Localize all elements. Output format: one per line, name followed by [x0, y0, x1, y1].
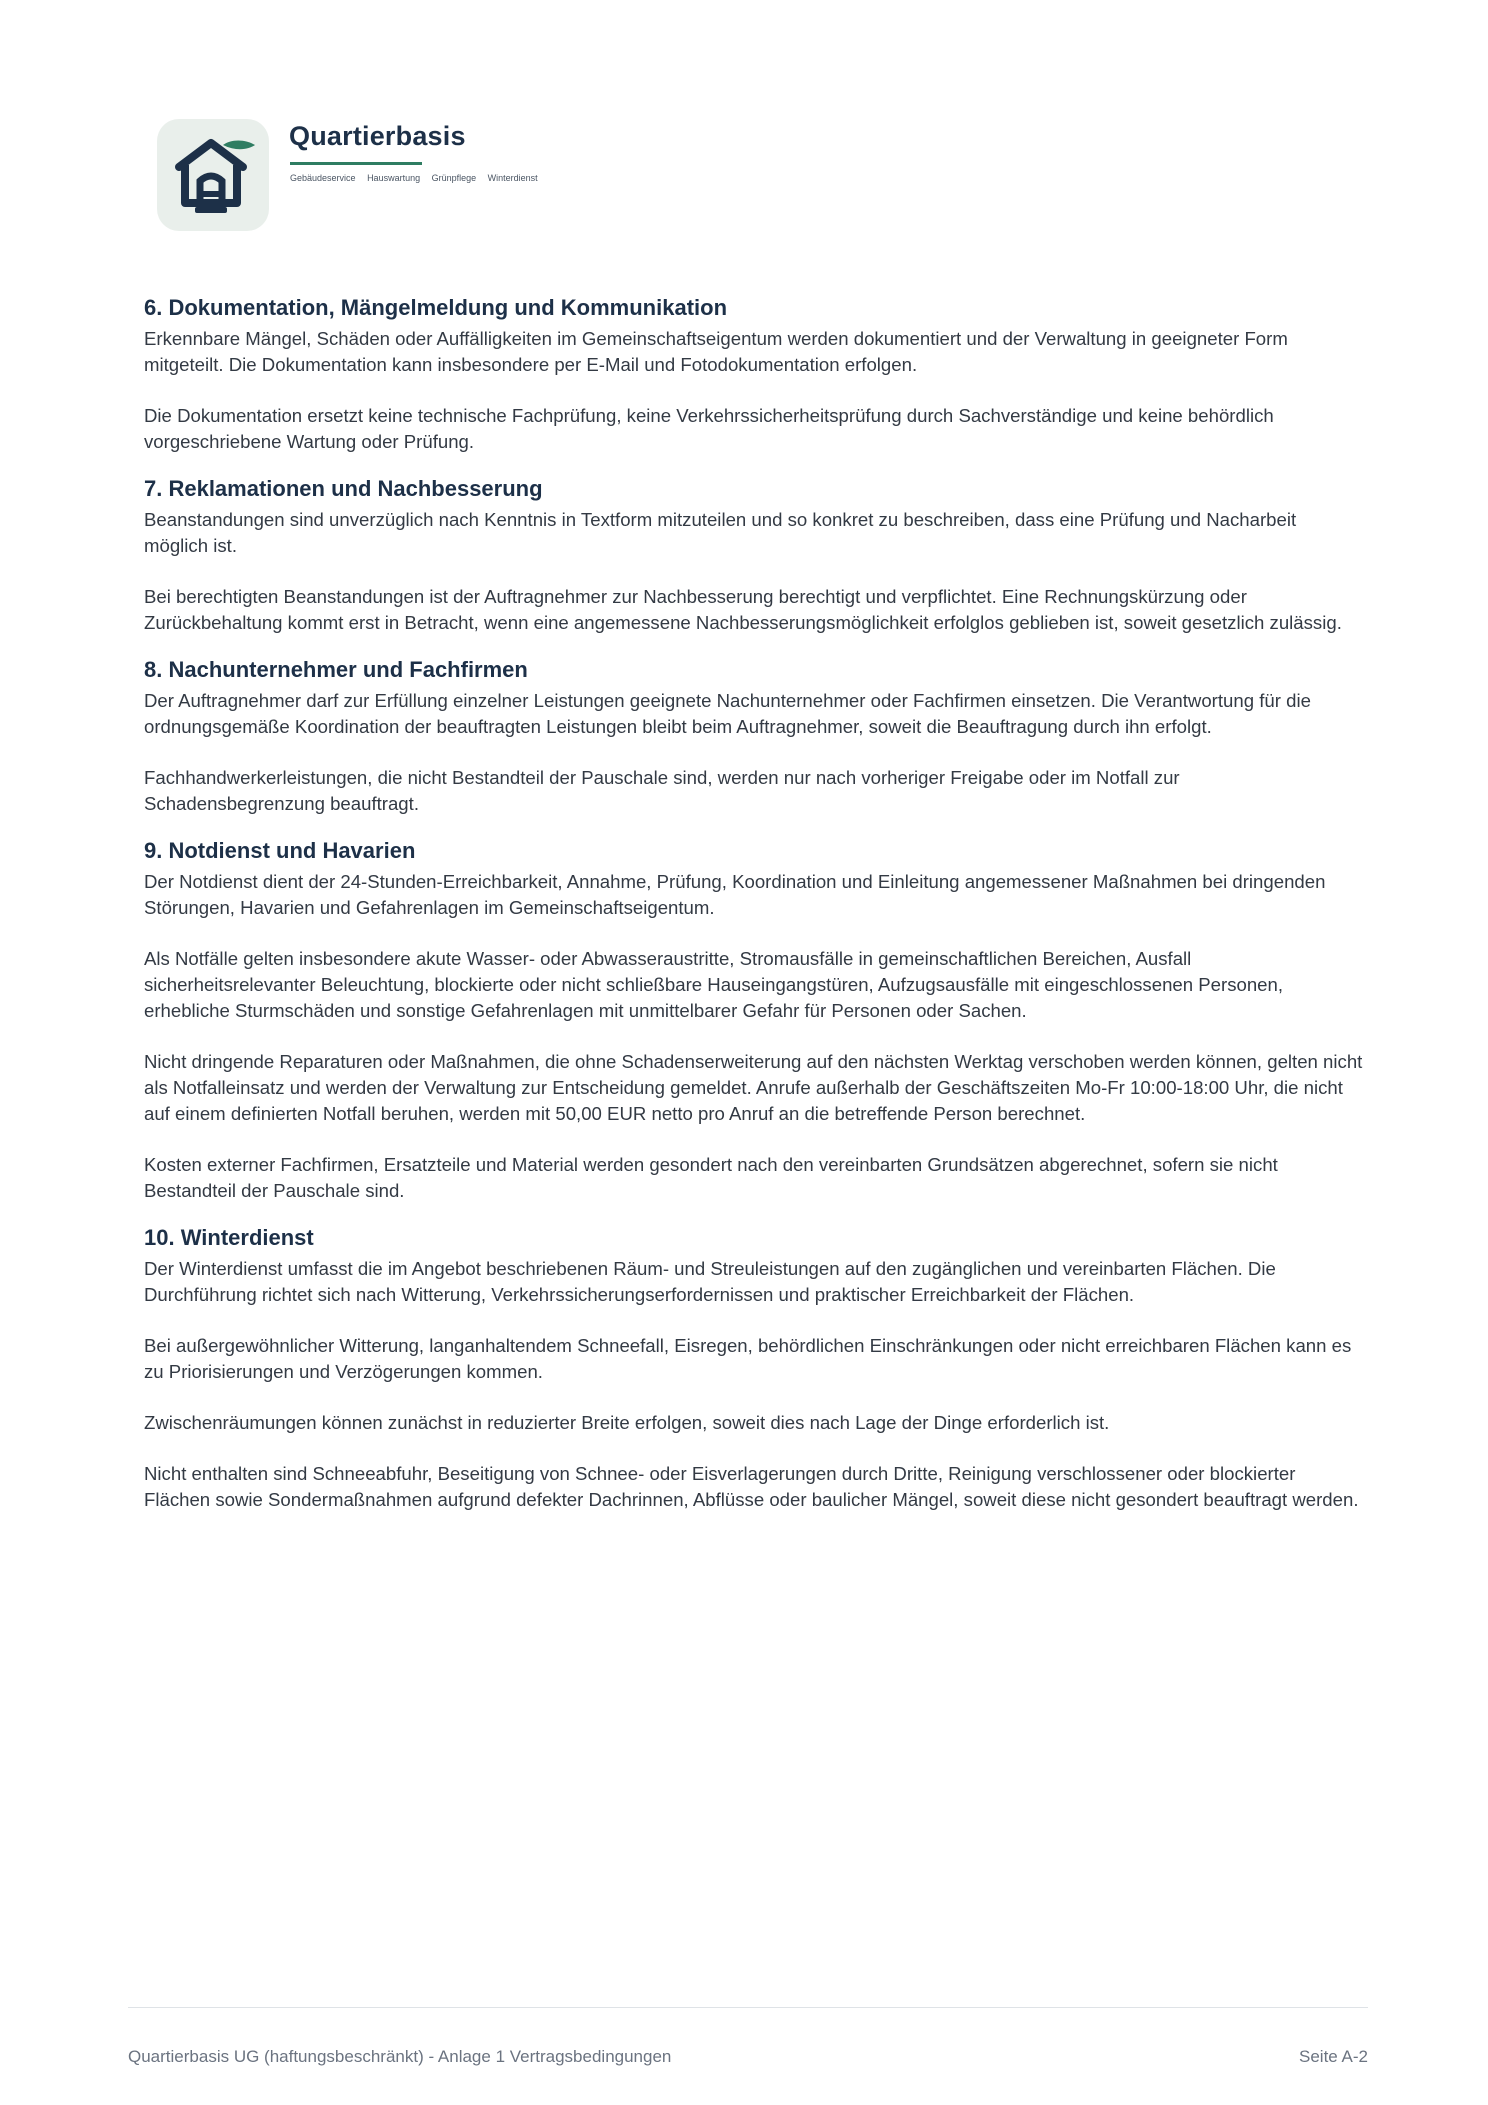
- paragraph: Beanstandungen sind unverzüglich nach Kenntnis in Textform mitzuteilen und so konkret zu beschreiben, dass eine Prüfung und Nacharbeit möglich ist.: [144, 509, 1297, 556]
- paragraph: Nicht enthalten sind Schneeabfuhr, Beseitigung von Schnee- oder Eisverlagerungen durch Dritte, Reinigung verschlossener oder blockierter Flächen sowie Sondermaßnahmen aufgrund defekter Dachrinnen, Abflüsse oder baulicher Mängel, soweit diese nicht gesondert beauftragt werden.: [144, 1463, 1359, 1510]
- section-winter-service: [144, 1224, 1364, 1513]
- brand-tagline: [290, 173, 547, 183]
- paragraph: Die Dokumentation ersetzt keine technische Fachprüfung, keine Verkehrssicherheitsprüfung durch Sachverständige und keine behördlich vorgeschriebene Wartung oder Prüfung.: [144, 405, 1274, 452]
- paragraph: Als Notfälle gelten insbesondere akute Wasser- oder Abwasseraustritte, Stromausfälle in gemeinschaftlichen Bereichen, Ausfall sicherheitsrelevanter Beleuchtung, blockierte oder nicht schließbare Hauseingangstüren, Aufzugsausfälle mit eingeschlossenen Personen, erhebliche Sturmschäden und sonstige Gefahrenlagen mit unmittelbarer Gefahr für Personen oder Sachen.: [144, 948, 1284, 1021]
- paragraph: Bei außergewöhnlicher Witterung, langanhaltendem Schneefall, Eisregen, behördlichen Einschränkungen oder nicht erreichbaren Flächen kann es zu Priorisierungen und Verzögerungen kommen.: [144, 1335, 1352, 1382]
- page-number: Seite A-2: [1299, 2047, 1368, 2066]
- section-heading: 8. Nachunternehmer und Fachfirmen: [144, 657, 528, 682]
- paragraph: Zwischenräumungen können zunächst in reduzierter Breite erfolgen, soweit dies nach Lage der Dinge erforderlich ist.: [144, 1412, 1110, 1433]
- brand-name: Quartierbasis: [289, 121, 466, 151]
- tag-item: Grünpflege: [431, 173, 477, 183]
- document-body: [144, 294, 1364, 1533]
- section-documentation: [144, 294, 1364, 455]
- section-heading: 10. Winterdienst: [144, 1225, 314, 1250]
- paragraph: Erkennbare Mängel, Schäden oder Auffälligkeiten im Gemeinschaftseigentum werden dokumentiert und der Verwaltung in geeigneter Form mitgeteilt. Die Dokumentation kann insbesondere per E-Mail und Fotodokumentation erfolgen.: [144, 328, 1288, 375]
- letterhead: [157, 119, 757, 233]
- house-logo-icon: [157, 119, 269, 231]
- section-heading: 7. Reklamationen und Nachbesserung: [144, 476, 543, 501]
- tag-item: Winterdienst: [487, 173, 538, 183]
- section-complaints: [144, 475, 1364, 636]
- footer-company: Quartierbasis UG (haftungsbeschränkt) - Anlage 1 Vertragsbedingungen: [128, 2047, 672, 2066]
- footer-divider: [128, 2007, 1368, 2008]
- tag-item: Gebäudeservice: [290, 173, 356, 183]
- paragraph: Bei berechtigten Beanstandungen ist der Auftragnehmer zur Nachbesserung berechtigt und verpflichtet. Eine Rechnungskürzung oder Zurückbehaltung kommt erst in Betracht, wenn eine angemessene Nachbesserungsmöglichkeit erfolglos geblieben ist, soweit gesetzlich zulässig.: [144, 586, 1342, 633]
- paragraph: Fachhandwerkerleistungen, die nicht Bestandteil der Pauschale sind, werden nur nach vorheriger Freigabe oder im Notfall zur Schadensbegrenzung beauftragt.: [144, 767, 1180, 814]
- paragraph: Kosten externer Fachfirmen, Ersatzteile und Material werden gesondert nach den vereinbarten Grundsätzen abgerechnet, sofern sie nicht Bestandteil der Pauschale sind.: [144, 1154, 1278, 1201]
- section-heading: 9. Notdienst und Havarien: [144, 838, 416, 863]
- paragraph: Nicht dringende Reparaturen oder Maßnahmen, die ohne Schadenserweiterung auf den nächsten Werktag verschoben werden können, gelten nicht als Notfalleinsatz und werden der Verwaltung zur Entscheidung gemeldet. Anrufe außerhalb der Geschäftszeiten Mo-Fr 10:00-18:00 Uhr, die nicht auf einem definierten Notfall beruhen, werden mit 50,00 EUR netto pro Anruf an die betreffende Person berechnet.: [144, 1051, 1363, 1124]
- section-heading: 6. Dokumentation, Mängelmeldung und Kommunikation: [144, 295, 728, 320]
- paragraph: Der Notdienst dient der 24-Stunden-Erreichbarkeit, Annahme, Prüfung, Koordination und Einleitung angemessener Maßnahmen bei dringenden Störungen, Havarien und Gefahrenlagen im Gemeinschaftseigentum.: [144, 871, 1326, 918]
- brand-underline: [290, 162, 422, 165]
- paragraph: Der Winterdienst umfasst die im Angebot beschriebenen Räum- und Streuleistungen auf den zugänglichen und vereinbarten Flächen. Die Durchführung richtet sich nach Witterung, Verkehrssicherungserfordernissen und praktischer Erreichbarkeit der Flächen.: [144, 1258, 1276, 1305]
- section-emergency-service: [144, 837, 1364, 1204]
- paragraph: Der Auftragnehmer darf zur Erfüllung einzelner Leistungen geeignete Nachunternehmer oder Fachfirmen einsetzen. Die Verantwortung für die ordnungsgemäße Koordination der beauftragten Leistungen bleibt beim Auftragnehmer, soweit die Beauftragung durch ihn erfolgt.: [144, 690, 1311, 737]
- section-subcontractors: [144, 656, 1364, 817]
- tag-item: Hauswartung: [367, 173, 421, 183]
